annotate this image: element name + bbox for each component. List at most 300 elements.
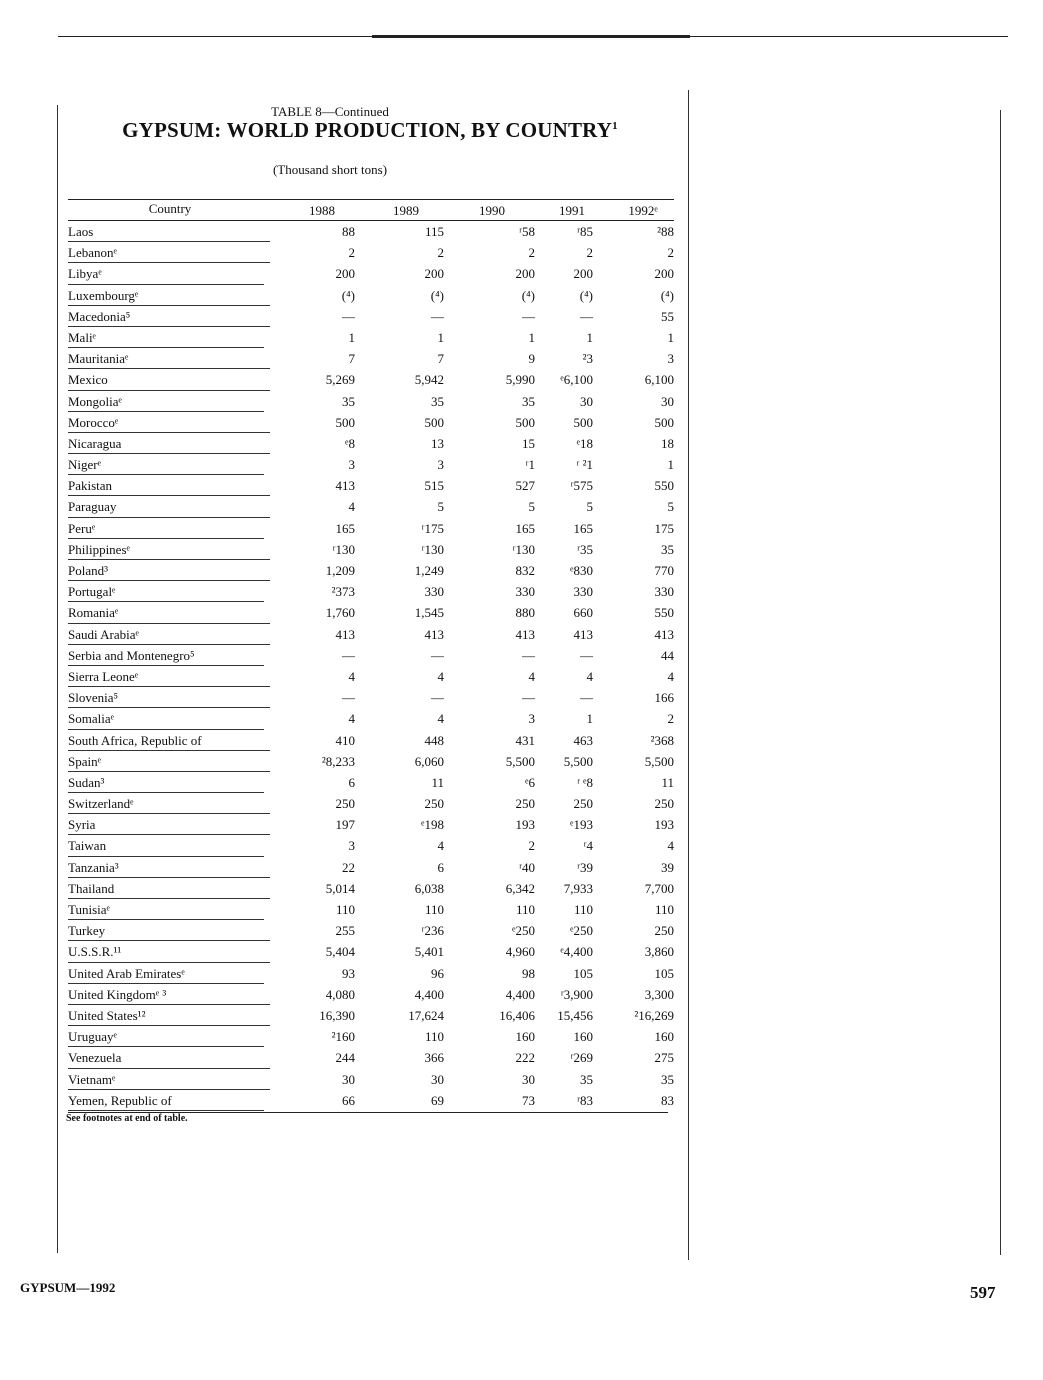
table-row — [68, 1069, 674, 1090]
cell-1992: 5,500 — [644, 753, 674, 769]
cell-1990: 5 — [528, 499, 535, 515]
cell-1988: 1,209 — [325, 563, 355, 578]
cell-1989: 4 — [437, 838, 444, 854]
cell-1992: 193 — [654, 817, 674, 833]
center-column-rule — [688, 90, 689, 1260]
cell-1988: 4 — [348, 711, 355, 727]
cell-1990: — — [522, 308, 535, 324]
cell-1989: 2 — [437, 245, 444, 261]
cell-1991: 1 — [586, 329, 593, 345]
cell-1989: 110 — [424, 1029, 444, 1045]
cell-1988: 413 — [335, 478, 355, 494]
cell-1989: 5,401 — [414, 944, 444, 960]
cell-1989: 4 — [437, 668, 444, 684]
cell-1991: (⁴) — [579, 287, 593, 303]
cell-1988: (⁴) — [341, 287, 355, 303]
cell-country: United Arab Emiratesᵉ — [68, 965, 185, 981]
cell-1992: 35 — [661, 541, 674, 557]
cell-1988: 7 — [348, 351, 355, 367]
table-row — [68, 369, 674, 390]
cell-1992: 3,300 — [644, 986, 674, 1002]
cell-1991: 5 — [586, 499, 593, 515]
cell-1990: ʳ1 — [525, 457, 535, 473]
cell-1992: ²368 — [650, 732, 674, 748]
cell-country: Poland³ — [68, 563, 109, 578]
cell-1988: 197 — [335, 817, 355, 833]
cell-1989: 11 — [431, 774, 444, 790]
table-row — [68, 624, 674, 645]
cell-1991: 35 — [580, 1071, 593, 1087]
cell-1989: ʳ236 — [421, 923, 444, 939]
cell-country: Nicaragua — [68, 435, 122, 451]
cell-1988: ²8,233 — [321, 753, 355, 769]
cell-1992: 200 — [654, 266, 674, 282]
table-row — [68, 772, 674, 793]
cell-1989: 4,400 — [414, 986, 444, 1002]
cell-1992: 330 — [654, 584, 674, 600]
cell-1990: 16,406 — [499, 1007, 535, 1023]
table-row — [68, 306, 674, 327]
cell-1988: 93 — [342, 965, 355, 981]
cell-1991: 330 — [573, 584, 593, 600]
cell-1988: 244 — [335, 1050, 355, 1066]
cell-1988: 1,760 — [325, 605, 355, 621]
table-row — [68, 1005, 674, 1026]
table-row — [68, 1026, 674, 1047]
cell-1992: 175 — [654, 520, 674, 536]
cell-1992: 18 — [661, 435, 674, 451]
title-footnote-marker: 1 — [612, 120, 618, 132]
cell-1989: 4 — [437, 711, 444, 727]
cell-1990: 4,400 — [505, 986, 535, 1002]
cell-1992: 1 — [667, 457, 674, 473]
cell-1989: 5,942 — [414, 372, 444, 388]
cell-country: Paraguay — [68, 499, 117, 515]
table-footnote: See footnotes at end of table. — [66, 1113, 188, 1124]
cell-country: Peruᵉ — [68, 520, 96, 536]
cell-1990: 4 — [528, 668, 535, 684]
table-row — [68, 475, 674, 496]
cell-country: Luxembourgᵉ — [68, 287, 139, 303]
cell-1992: 3 — [667, 351, 674, 367]
cell-country: Maliᵉ — [68, 329, 96, 345]
row-underline — [68, 1110, 264, 1111]
cell-1991: ᵉ830 — [570, 563, 593, 578]
running-footer: GYPSUM—1992 — [20, 1280, 116, 1295]
cell-1989: 1,545 — [414, 605, 444, 621]
cell-1990: ᵉ6 — [525, 774, 535, 790]
cell-country: Taiwan — [68, 838, 107, 854]
cell-1990: 98 — [522, 965, 535, 981]
cell-country: Venezuela — [68, 1050, 122, 1066]
cell-1991: ʳ269 — [570, 1050, 593, 1066]
cell-country: Pakistan — [68, 478, 113, 494]
cell-1992: 3,860 — [644, 944, 674, 960]
cell-1990: 880 — [515, 605, 535, 621]
cell-1989: — — [431, 308, 444, 324]
cell-1991: 15,456 — [557, 1007, 593, 1023]
cell-1992: 413 — [654, 626, 674, 642]
table-row — [68, 857, 674, 878]
table-row — [68, 687, 674, 708]
cell-1992: 500 — [654, 414, 674, 430]
right-column-rule — [1000, 110, 1001, 1255]
cell-1990: 527 — [515, 478, 535, 494]
cell-1991: 250 — [573, 796, 593, 812]
cell-1992: 550 — [654, 605, 674, 621]
table-title-text: GYPSUM: WORLD PRODUCTION, BY COUNTRY — [122, 118, 613, 142]
cell-1990: 500 — [515, 414, 535, 430]
cell-country: Vietnamᵉ — [68, 1071, 116, 1087]
cell-country: Libyaᵉ — [68, 266, 102, 282]
cell-1989: 30 — [431, 1071, 444, 1087]
cell-1991: 660 — [573, 605, 593, 621]
cell-1992: 39 — [661, 859, 674, 875]
cell-country: Turkey — [68, 923, 106, 939]
cell-country: Syria — [68, 817, 96, 833]
cell-1991: 463 — [573, 732, 593, 748]
cell-country: Uruguayᵉ — [68, 1029, 117, 1045]
page-number: 597 — [970, 1283, 996, 1302]
cell-1988: 200 — [335, 266, 355, 282]
table-row — [68, 941, 674, 962]
cell-1990: 2 — [528, 245, 535, 261]
cell-1989: 35 — [431, 393, 444, 409]
cell-1989: 115 — [424, 224, 444, 239]
cell-1989: 13 — [431, 435, 444, 451]
cell-1990: 431 — [515, 732, 535, 748]
cell-1990: 4,960 — [505, 944, 535, 960]
header-country: Country — [148, 201, 192, 216]
table-row — [68, 285, 674, 306]
cell-1991: ²3 — [582, 351, 593, 367]
table-row — [68, 454, 674, 475]
cell-1992: 250 — [654, 796, 674, 812]
table-row — [68, 560, 674, 581]
cell-1990: 3 — [528, 711, 535, 727]
cell-1991: 413 — [573, 626, 593, 642]
cell-country: Mexico — [68, 372, 108, 388]
cell-1991: 30 — [580, 393, 593, 409]
cell-1989: 250 — [424, 796, 444, 812]
cell-1990: 35 — [522, 393, 535, 409]
cell-1988: 5,014 — [325, 880, 355, 896]
cell-1991: ʳ83 — [577, 1092, 593, 1108]
cell-1989: ʳ130 — [421, 541, 444, 557]
cell-1990: 6,342 — [505, 880, 535, 896]
cell-1991: 500 — [573, 414, 593, 430]
cell-1988: 4 — [348, 668, 355, 684]
cell-1991: 105 — [573, 965, 593, 981]
cell-1992: 30 — [661, 393, 674, 409]
table-row — [68, 221, 674, 242]
header-1991: 1991 — [559, 203, 585, 218]
table-row — [68, 433, 674, 454]
table-row — [68, 878, 674, 899]
cell-1990: ʳ58 — [519, 224, 535, 239]
cell-1988: 88 — [342, 224, 355, 239]
cell-1990: 222 — [515, 1050, 535, 1066]
table-row — [68, 963, 674, 984]
cell-1989: 1 — [437, 329, 444, 345]
cell-country: Sudan³ — [68, 774, 105, 790]
cell-1991: 2 — [586, 245, 593, 261]
header-1989: 1989 — [393, 203, 419, 218]
cell-country: South Africa, Republic of — [68, 732, 202, 748]
cell-1988: 1 — [348, 329, 355, 345]
cell-1988: 3 — [348, 457, 355, 473]
cell-1988: 4 — [348, 499, 355, 515]
cell-1990: 330 — [515, 584, 535, 600]
cell-1988: ʳ130 — [332, 541, 355, 557]
cell-1989: ʳ175 — [421, 520, 444, 536]
cell-country: Slovenia⁵ — [68, 690, 119, 706]
cell-1990: 2 — [528, 838, 535, 854]
cell-1991: 7,933 — [563, 880, 593, 896]
cell-country: Moroccoᵉ — [68, 414, 119, 430]
cell-country: Serbia and Montenegro⁵ — [68, 647, 195, 663]
table-row — [68, 518, 674, 539]
cell-1992: 275 — [654, 1050, 674, 1066]
cell-1991: 4 — [586, 668, 593, 684]
cell-1992: (⁴) — [660, 287, 674, 303]
cell-1992: 7,700 — [644, 880, 674, 896]
cell-1991: 165 — [573, 520, 593, 536]
cell-1988: 5,404 — [325, 944, 355, 960]
cell-1991: — — [580, 647, 593, 663]
cell-country: Lebanonᵉ — [68, 245, 117, 261]
table-row — [68, 391, 674, 412]
cell-country: U.S.S.R.¹¹ — [68, 944, 122, 960]
table-row — [68, 708, 674, 729]
cell-1991: — — [580, 308, 593, 324]
cell-1990: 200 — [515, 266, 535, 282]
cell-1990: 73 — [522, 1092, 535, 1108]
cell-1991: ʳ4 — [583, 838, 593, 854]
cell-1992: 2 — [667, 711, 674, 727]
cell-1989: 6,060 — [414, 753, 444, 769]
cell-1992: 83 — [661, 1092, 674, 1108]
cell-1988: ²160 — [331, 1029, 355, 1045]
cell-1988: — — [342, 308, 355, 324]
cell-country: Laos — [68, 224, 94, 239]
cell-1990: 832 — [515, 563, 535, 578]
cell-country: Macedonia⁵ — [68, 308, 131, 324]
table-row — [68, 412, 674, 433]
cell-country: Mongoliaᵉ — [68, 393, 122, 409]
cell-1988: 413 — [335, 626, 355, 642]
cell-1992: 105 — [654, 965, 674, 981]
cell-1990: ʳ130 — [512, 541, 535, 557]
cell-1989: 5 — [437, 499, 444, 515]
cell-1989: 448 — [424, 732, 444, 748]
table-row — [68, 1090, 674, 1111]
cell-1988: 16,390 — [319, 1007, 355, 1023]
cell-1990: 5,990 — [505, 372, 535, 388]
cell-1990: 9 — [528, 351, 535, 367]
cell-1991: ʳ ᵉ8 — [577, 774, 593, 790]
table-title — [60, 118, 680, 143]
table-row — [68, 263, 674, 284]
cell-1988: 2 — [348, 245, 355, 261]
cell-country: Nigerᵉ — [68, 457, 101, 473]
top-rule-thick — [372, 35, 690, 38]
cell-1990: — — [522, 647, 535, 663]
cell-1991: ᵉ250 — [570, 923, 593, 939]
production-table — [68, 199, 674, 1113]
header-1988: 1988 — [309, 203, 335, 218]
cell-1990: 160 — [515, 1029, 535, 1045]
table-body — [68, 221, 674, 1111]
cell-1988: 410 — [335, 732, 355, 748]
cell-1991: ʳ39 — [577, 859, 593, 875]
cell-1989: 413 — [424, 626, 444, 642]
cell-1988: 22 — [342, 859, 355, 875]
cell-1991: 110 — [573, 902, 593, 917]
cell-1990: ʳ40 — [519, 859, 535, 875]
cell-1988: 6 — [348, 774, 355, 790]
cell-1988: 66 — [342, 1092, 355, 1108]
cell-1989: 6,038 — [414, 880, 444, 896]
cell-1990: 193 — [515, 817, 535, 833]
cell-country: Portugalᵉ — [68, 584, 116, 600]
cell-1988: 250 — [335, 796, 355, 812]
cell-1988: 110 — [335, 902, 355, 917]
cell-country: Mauritaniaᵉ — [68, 351, 129, 367]
cell-1992: ²88 — [657, 224, 674, 239]
cell-1988: 4,080 — [325, 986, 355, 1002]
cell-1990: 110 — [515, 902, 535, 917]
table-row — [68, 496, 674, 517]
table-row — [68, 835, 674, 856]
table-caption: TABLE 8—Continued — [271, 104, 389, 119]
cell-1991: ᵉ6,100 — [560, 372, 593, 388]
cell-1991: — — [580, 690, 593, 706]
left-column-rule — [57, 105, 58, 1253]
cell-1992: 770 — [654, 563, 674, 578]
cell-1990: 30 — [522, 1071, 535, 1087]
cell-1991: 160 — [573, 1029, 593, 1045]
table-row — [68, 645, 674, 666]
cell-1989: 330 — [424, 584, 444, 600]
cell-country: Switzerlandᵉ — [68, 796, 134, 812]
cell-1992: 11 — [661, 774, 674, 790]
cell-1988: 30 — [342, 1071, 355, 1087]
cell-1989: 200 — [424, 266, 444, 282]
cell-1992: ²16,269 — [634, 1007, 674, 1023]
cell-1989: 1,249 — [414, 563, 444, 578]
cell-country: Tanzania³ — [68, 859, 119, 875]
cell-1989: 17,624 — [408, 1007, 444, 1023]
cell-1992: 1 — [667, 329, 674, 345]
table-row — [68, 539, 674, 560]
table-row — [68, 730, 674, 751]
cell-1989: 500 — [424, 414, 444, 430]
cell-1989: — — [431, 690, 444, 706]
cell-1991: ʳ85 — [577, 224, 593, 239]
cell-1992: 550 — [654, 478, 674, 494]
cell-1991: ᵉ18 — [576, 435, 593, 451]
cell-1989: 3 — [437, 457, 444, 473]
table-row — [68, 984, 674, 1005]
cell-1991: ʳ35 — [577, 541, 593, 557]
table-row — [68, 242, 674, 263]
cell-1992: 6,100 — [644, 372, 674, 388]
cell-1991: 1 — [586, 711, 593, 727]
cell-1988: — — [342, 647, 355, 663]
cell-country: Tunisiaᵉ — [68, 902, 110, 917]
table-row — [68, 581, 674, 602]
cell-country: Romaniaᵉ — [68, 605, 119, 621]
table-row — [68, 327, 674, 348]
cell-1991: ʳ575 — [570, 478, 593, 494]
cell-1992: 4 — [667, 668, 674, 684]
cell-1991: ᵉ4,400 — [560, 944, 593, 960]
cell-1988: — — [342, 690, 355, 706]
cell-1992: 2 — [667, 245, 674, 261]
cell-1990: 1 — [528, 329, 535, 345]
cell-country: Thailand — [68, 880, 115, 896]
cell-1991: 5,500 — [563, 753, 593, 769]
cell-1991: ʳ ²1 — [576, 457, 593, 473]
cell-1991: ᵉ193 — [570, 817, 593, 833]
cell-1992: 35 — [661, 1071, 674, 1087]
table-header-row — [68, 199, 674, 221]
table-row — [68, 348, 674, 369]
cell-country: Spainᵉ — [68, 753, 101, 769]
table-row — [68, 751, 674, 772]
cell-1988: 500 — [335, 414, 355, 430]
cell-1991: ʳ3,900 — [560, 986, 593, 1002]
cell-1989: 366 — [424, 1050, 444, 1066]
table-row — [68, 793, 674, 814]
cell-1989: 7 — [437, 351, 444, 367]
cell-1988: 3 — [348, 838, 355, 854]
cell-1989: 69 — [431, 1092, 444, 1108]
cell-1990: 5,500 — [505, 753, 535, 769]
cell-1988: ²373 — [331, 584, 355, 600]
cell-1990: ᵉ250 — [512, 923, 535, 939]
cell-country: Yemen, Republic of — [68, 1092, 172, 1108]
cell-country: Somaliaᵉ — [68, 711, 114, 727]
cell-1992: 5 — [667, 499, 674, 515]
cell-1992: 44 — [661, 647, 674, 663]
cell-1992: 55 — [661, 308, 674, 324]
cell-1988: 255 — [335, 923, 355, 939]
cell-1989: — — [431, 647, 444, 663]
cell-1988: 5,269 — [325, 372, 355, 388]
cell-1990: 250 — [515, 796, 535, 812]
cell-1990: 165 — [515, 520, 535, 536]
cell-1989: 110 — [424, 902, 444, 917]
cell-1989: 96 — [431, 965, 444, 981]
cell-1990: 15 — [522, 435, 535, 451]
table-row — [68, 1047, 674, 1068]
cell-country: Philippinesᵉ — [68, 541, 130, 557]
cell-1989: 515 — [424, 478, 444, 494]
cell-1992: 160 — [654, 1029, 674, 1045]
cell-1990: 413 — [515, 626, 535, 642]
cell-1989: ᵉ198 — [421, 817, 444, 833]
table-row — [68, 920, 674, 941]
cell-country: United Kingdomᵉ ³ — [68, 986, 167, 1002]
table-row — [68, 814, 674, 835]
cell-1988: 35 — [342, 393, 355, 409]
cell-1992: 166 — [654, 690, 674, 706]
cell-country: Sierra Leoneᵉ — [68, 668, 139, 684]
table-row — [68, 899, 674, 920]
cell-1988: ᵉ8 — [345, 435, 355, 451]
